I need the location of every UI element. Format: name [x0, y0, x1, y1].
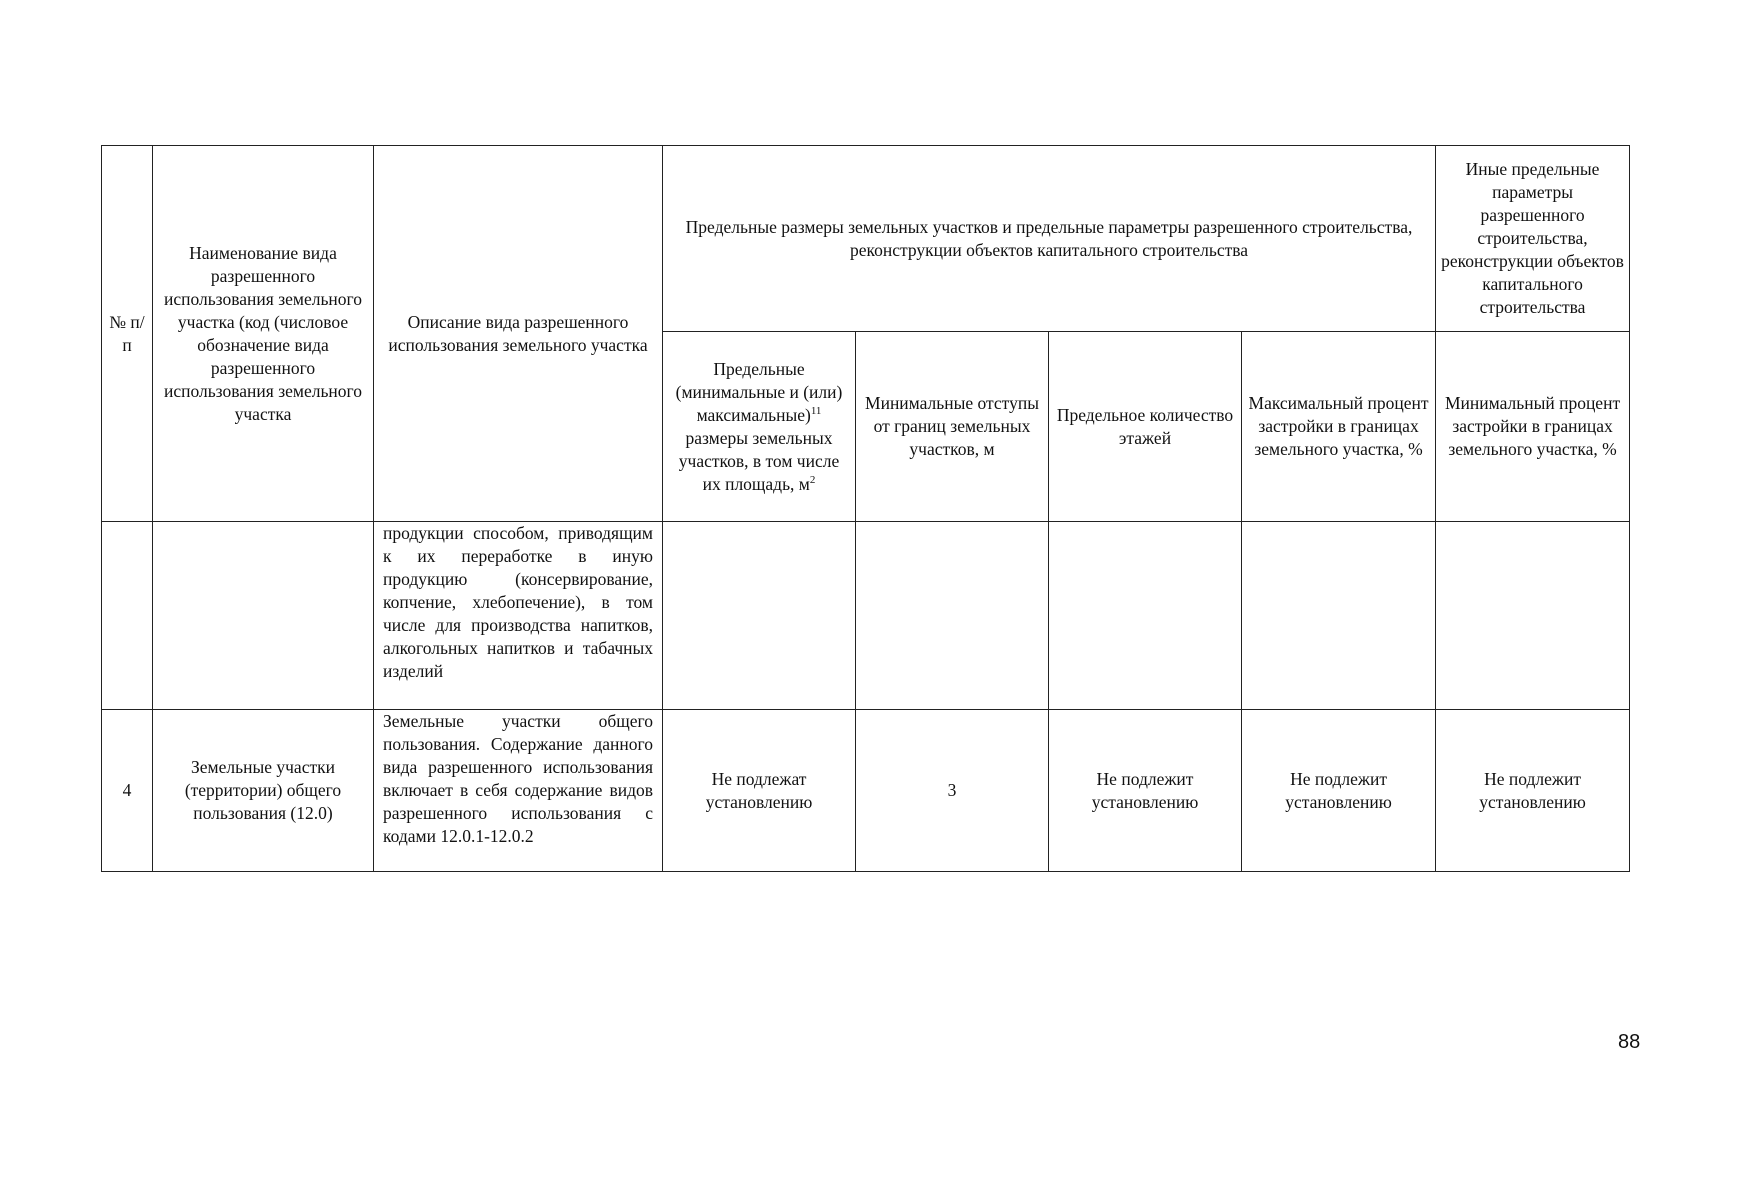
- cell-description: Земельные участки общего пользования. Содержание данного вида разрешенного использования включает в себя содержание видов разрешенного использования с кодами 12.0.1-12.0.2: [374, 710, 663, 872]
- cell-setbacks: 3: [856, 710, 1049, 872]
- cell-size: [663, 522, 856, 710]
- header-size: [663, 332, 856, 522]
- header-floors: Предельное количество этажей: [1049, 332, 1242, 522]
- cell-max-coverage: [1242, 522, 1436, 710]
- cell-min-coverage: Не подлежит установлению: [1436, 710, 1630, 872]
- header-row-top: [102, 146, 1630, 332]
- table-row: [102, 522, 1630, 710]
- header-other-group: Иные предельные параметры разрешенного строительства, реконструкции объектов капитального строительства: [1436, 146, 1630, 332]
- cell-floors: Не подлежит установлению: [1049, 710, 1242, 872]
- page-number: 88: [1618, 1031, 1641, 1053]
- cell-size: Не подлежат установлению: [663, 710, 856, 872]
- unit-power: 2: [809, 473, 816, 486]
- header-name: Наименование вида разрешенного использования земельного участка (код (числовое обозначение вида разрешенного использования земельного участка: [153, 146, 374, 522]
- header-description: Описание вида разрешенного использования земельного участка: [374, 146, 663, 522]
- cell-description: продукции способом, приводящим к их переработке в иную продукцию (консервирование, копчение, хлебопечение), в том числе для производства напитков, алкогольных напитков и табачных изделий: [374, 522, 663, 710]
- header-max-coverage: Максимальный процент застройки в границах земельного участка, %: [1242, 332, 1436, 522]
- cell-max-coverage: Не подлежит установлению: [1242, 710, 1436, 872]
- cell-name: Земельные участки (территории) общего пользования (12.0): [153, 710, 374, 872]
- header-num: № п/п: [102, 146, 153, 522]
- header-min-coverage: Минимальный процент застройки в границах земельного участка, %: [1436, 332, 1630, 522]
- cell-num: [102, 522, 153, 710]
- cell-num: 4: [102, 710, 153, 872]
- header-limits-group: Предельные размеры земельных участков и предельные параметры разрешенного строительства, реконструкции объектов капитального строительства: [663, 146, 1436, 332]
- cell-floors: [1049, 522, 1242, 710]
- cell-setbacks: [856, 522, 1049, 710]
- header-size-main: Предельные (минимальные и (или) максимальные): [675, 358, 843, 425]
- table-row: [102, 710, 1630, 872]
- header-setbacks: Минимальные отступы от границ земельных участков, м: [856, 332, 1049, 522]
- cell-name: [153, 522, 374, 710]
- cell-min-coverage: [1436, 522, 1630, 710]
- footnote-marker: 11: [810, 404, 822, 417]
- land-use-regulations-table: [101, 145, 1630, 872]
- header-size-tail: размеры земельных участков, в том числе их площадь, м: [678, 427, 840, 494]
